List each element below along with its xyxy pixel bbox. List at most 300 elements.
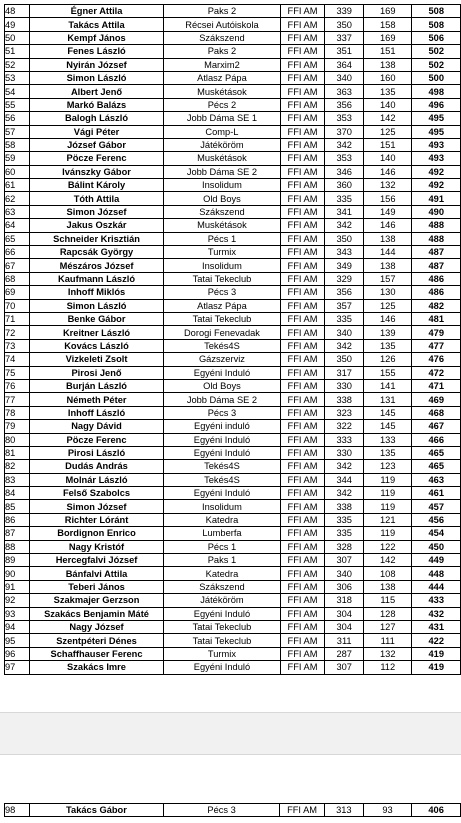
club-cell: Muskétások — [164, 152, 280, 165]
total-score-cell: 493 — [412, 152, 461, 165]
table-row — [5, 45, 461, 58]
score-1-cell: 363 — [325, 85, 364, 98]
rank-cell: 96 — [5, 647, 30, 660]
score-1-cell: 311 — [325, 634, 364, 647]
rank-cell: 75 — [5, 366, 30, 379]
score-1-cell: 346 — [325, 165, 364, 178]
rank-cell: 67 — [5, 259, 30, 272]
score-1-cell: 350 — [325, 353, 364, 366]
player-name-cell: Teberi János — [29, 580, 164, 593]
player-name-cell: Vági Péter — [29, 125, 164, 138]
total-score-cell: 469 — [412, 393, 461, 406]
club-cell: Egyéni Induló — [164, 446, 280, 459]
score-1-cell: 342 — [325, 339, 364, 352]
score-1-cell: 322 — [325, 420, 364, 433]
score-1-cell: 344 — [325, 473, 364, 486]
table-row — [5, 259, 461, 272]
category-cell: FFI AM — [280, 31, 325, 44]
score-1-cell: 341 — [325, 205, 364, 218]
player-name-cell: Takács Gábor — [29, 804, 163, 817]
player-name-cell: Fenes László — [29, 45, 164, 58]
score-2-cell: 127 — [364, 620, 412, 633]
club-cell: Pécs 3 — [164, 406, 280, 419]
club-cell: Lumberfa — [164, 527, 280, 540]
player-name-cell: Égner Attila — [29, 5, 164, 18]
score-2-cell: 132 — [364, 179, 412, 192]
score-1-cell: 340 — [325, 71, 364, 84]
score-2-cell: 135 — [364, 85, 412, 98]
player-name-cell: Simon László — [29, 299, 164, 312]
table-row — [5, 420, 461, 433]
score-2-cell: 169 — [364, 31, 412, 44]
total-score-cell: 431 — [412, 620, 461, 633]
player-name-cell: Albert Jenő — [29, 85, 164, 98]
score-2-cell: 139 — [364, 326, 412, 339]
club-cell: Tatai Tekeclub — [164, 634, 280, 647]
rank-cell: 91 — [5, 580, 30, 593]
score-1-cell: 287 — [325, 647, 364, 660]
score-1-cell: 342 — [325, 219, 364, 232]
score-2-cell: 115 — [364, 594, 412, 607]
rank-cell: 61 — [5, 179, 30, 192]
total-score-cell: 481 — [412, 312, 461, 325]
category-cell: FFI AM — [280, 473, 325, 486]
score-1-cell: 357 — [325, 299, 364, 312]
category-cell: FFI AM — [280, 112, 325, 125]
table-row — [5, 246, 461, 259]
category-cell: FFI AM — [280, 527, 325, 540]
results-table-continued — [4, 803, 461, 817]
total-score-cell: 487 — [412, 246, 461, 259]
score-1-cell: 323 — [325, 406, 364, 419]
club-cell: Insolidum — [164, 500, 280, 513]
club-cell: Szákszend — [164, 205, 280, 218]
table-row — [5, 286, 461, 299]
score-1-cell: 350 — [325, 232, 364, 245]
total-score-cell: 463 — [412, 473, 461, 486]
category-cell: FFI AM — [280, 446, 325, 459]
results-table-body — [5, 804, 461, 817]
total-score-cell: 492 — [412, 165, 461, 178]
total-score-cell: 488 — [412, 232, 461, 245]
total-score-cell: 444 — [412, 580, 461, 593]
club-cell: Muskétások — [164, 219, 280, 232]
club-cell: Paks 1 — [164, 554, 280, 567]
total-score-cell: 492 — [412, 179, 461, 192]
rank-cell: 82 — [5, 460, 30, 473]
score-2-cell: 157 — [364, 272, 412, 285]
score-1-cell: 364 — [325, 58, 364, 71]
category-cell: FFI AM — [280, 433, 325, 446]
score-1-cell: 360 — [325, 179, 364, 192]
rank-cell: 84 — [5, 487, 30, 500]
table-row — [5, 473, 461, 486]
total-score-cell: 491 — [412, 192, 461, 205]
score-2-cell: 93 — [363, 804, 412, 817]
club-cell: Pécs 3 — [164, 804, 280, 817]
table-row — [5, 71, 461, 84]
rank-cell: 55 — [5, 98, 30, 111]
club-cell: Tatai Tekeclub — [164, 312, 280, 325]
player-name-cell: Jakus Oszkár — [29, 219, 164, 232]
rank-cell: 60 — [5, 165, 30, 178]
results-table-body — [5, 5, 461, 675]
score-1-cell: 353 — [325, 152, 364, 165]
club-cell: Gázszerviz — [164, 353, 280, 366]
score-1-cell: 318 — [325, 594, 364, 607]
score-2-cell: 142 — [364, 112, 412, 125]
score-2-cell: 169 — [364, 5, 412, 18]
table-row — [5, 594, 461, 607]
club-cell: Egyéni Induló — [164, 661, 280, 674]
player-name-cell: Nagy Kristóf — [29, 540, 164, 553]
category-cell: FFI AM — [280, 246, 325, 259]
score-2-cell: 140 — [364, 152, 412, 165]
category-cell: FFI AM — [280, 192, 325, 205]
player-name-cell: Kaufmann László — [29, 272, 164, 285]
score-2-cell: 138 — [364, 58, 412, 71]
table-row — [5, 326, 461, 339]
club-cell: Tatai Tekeclub — [164, 272, 280, 285]
total-score-cell: 498 — [412, 85, 461, 98]
club-cell: Tatai Tekeclub — [164, 620, 280, 633]
total-score-cell: 479 — [412, 326, 461, 339]
total-score-cell: 465 — [412, 460, 461, 473]
rank-cell: 88 — [5, 540, 30, 553]
score-2-cell: 160 — [364, 71, 412, 84]
category-cell: FFI AM — [280, 661, 325, 674]
club-cell: Szákszend — [164, 580, 280, 593]
club-cell: Muskétások — [164, 85, 280, 98]
score-2-cell: 156 — [364, 192, 412, 205]
player-name-cell: Bánfalvi Attila — [29, 567, 164, 580]
total-score-cell: 422 — [412, 634, 461, 647]
category-cell: FFI AM — [280, 406, 325, 419]
rank-cell: 86 — [5, 513, 30, 526]
score-1-cell: 356 — [325, 98, 364, 111]
score-2-cell: 151 — [364, 138, 412, 151]
category-cell: FFI AM — [280, 259, 325, 272]
player-name-cell: Pöcze Ferenc — [29, 433, 164, 446]
category-cell: FFI AM — [280, 299, 325, 312]
category-cell: FFI AM — [280, 647, 325, 660]
rank-cell: 89 — [5, 554, 30, 567]
score-2-cell: 135 — [364, 339, 412, 352]
table-row — [5, 5, 461, 18]
rank-cell: 85 — [5, 500, 30, 513]
category-cell: FFI AM — [280, 634, 325, 647]
table-row — [5, 446, 461, 459]
table-row — [5, 353, 461, 366]
score-2-cell: 146 — [364, 219, 412, 232]
club-cell: Katedra — [164, 567, 280, 580]
category-cell: FFI AM — [280, 339, 325, 352]
rank-cell: 51 — [5, 45, 30, 58]
player-name-cell: Inhoff Miklós — [29, 286, 164, 299]
rank-cell: 54 — [5, 85, 30, 98]
rank-cell: 83 — [5, 473, 30, 486]
total-score-cell: 468 — [412, 406, 461, 419]
club-cell: Jobb Dáma SE 2 — [164, 393, 280, 406]
table-row — [5, 205, 461, 218]
score-2-cell: 146 — [364, 312, 412, 325]
total-score-cell: 482 — [412, 299, 461, 312]
total-score-cell: 465 — [412, 446, 461, 459]
club-cell: Insolidum — [164, 259, 280, 272]
player-name-cell: Vizkeleti Zsolt — [29, 353, 164, 366]
player-name-cell: Kovács László — [29, 339, 164, 352]
club-cell: Szákszend — [164, 31, 280, 44]
total-score-cell: 466 — [412, 433, 461, 446]
player-name-cell: Bálint Károly — [29, 179, 164, 192]
total-score-cell: 471 — [412, 379, 461, 392]
rank-cell: 72 — [5, 326, 30, 339]
score-2-cell: 119 — [364, 473, 412, 486]
score-2-cell: 145 — [364, 420, 412, 433]
score-1-cell: 307 — [325, 554, 364, 567]
rank-cell: 57 — [5, 125, 30, 138]
score-2-cell: 138 — [364, 232, 412, 245]
total-score-cell: 486 — [412, 286, 461, 299]
score-2-cell: 146 — [364, 165, 412, 178]
category-cell: FFI AM — [280, 152, 325, 165]
table-row — [5, 487, 461, 500]
club-cell: Egyéni Induló — [164, 487, 280, 500]
table-row — [5, 393, 461, 406]
club-cell: Old Boys — [164, 379, 280, 392]
table-row — [5, 219, 461, 232]
total-score-cell: 457 — [412, 500, 461, 513]
score-2-cell: 145 — [364, 406, 412, 419]
player-name-cell: Szakmajer Gerzson — [29, 594, 164, 607]
rank-cell: 63 — [5, 205, 30, 218]
score-1-cell: 370 — [325, 125, 364, 138]
category-cell: FFI AM — [280, 620, 325, 633]
score-1-cell: 304 — [325, 620, 364, 633]
category-cell: FFI AM — [280, 272, 325, 285]
score-1-cell: 333 — [325, 433, 364, 446]
player-name-cell: Takács Attila — [29, 18, 164, 31]
table-row — [5, 379, 461, 392]
total-score-cell: 433 — [412, 594, 461, 607]
rank-cell: 98 — [5, 804, 30, 817]
rank-cell: 79 — [5, 420, 30, 433]
club-cell: Katedra — [164, 513, 280, 526]
rank-cell: 64 — [5, 219, 30, 232]
rank-cell: 87 — [5, 527, 30, 540]
rank-cell: 52 — [5, 58, 30, 71]
table-row — [5, 567, 461, 580]
total-score-cell: 419 — [412, 661, 461, 674]
total-score-cell: 432 — [412, 607, 461, 620]
table-row — [5, 165, 461, 178]
club-cell: Turmix — [164, 246, 280, 259]
score-2-cell: 125 — [364, 125, 412, 138]
score-1-cell: 350 — [325, 18, 364, 31]
club-cell: Jobb Dáma SE 1 — [164, 112, 280, 125]
score-1-cell: 304 — [325, 607, 364, 620]
player-name-cell: Balogh László — [29, 112, 164, 125]
category-cell: FFI AM — [280, 513, 325, 526]
category-cell: FFI AM — [280, 607, 325, 620]
category-cell: FFI AM — [280, 5, 325, 18]
club-cell: Récsei Autóiskola — [164, 18, 280, 31]
player-name-cell: Simon József — [29, 500, 164, 513]
category-cell: FFI AM — [280, 393, 325, 406]
player-name-cell: Inhoff László — [29, 406, 164, 419]
category-cell: FFI AM — [280, 500, 325, 513]
player-name-cell: Mészáros József — [29, 259, 164, 272]
score-1-cell: 340 — [325, 326, 364, 339]
total-score-cell: 476 — [412, 353, 461, 366]
category-cell: FFI AM — [280, 487, 325, 500]
table-row — [5, 554, 461, 567]
total-score-cell: 495 — [412, 125, 461, 138]
rank-cell: 68 — [5, 272, 30, 285]
total-score-cell: 467 — [412, 420, 461, 433]
club-cell: Egyéni induló — [164, 420, 280, 433]
score-2-cell: 141 — [364, 379, 412, 392]
table-row — [5, 527, 461, 540]
category-cell: FFI AM — [280, 326, 325, 339]
player-name-cell: Németh Péter — [29, 393, 164, 406]
score-1-cell: 307 — [325, 661, 364, 674]
score-2-cell: 125 — [364, 299, 412, 312]
category-cell: FFI AM — [280, 379, 325, 392]
club-cell: Egyéni Induló — [164, 433, 280, 446]
score-1-cell: 351 — [325, 45, 364, 58]
score-1-cell: 342 — [325, 138, 364, 151]
score-2-cell: 142 — [364, 554, 412, 567]
rank-cell: 49 — [5, 18, 30, 31]
player-name-cell: Tóth Attila — [29, 192, 164, 205]
total-score-cell: 506 — [412, 31, 461, 44]
table-row — [5, 513, 461, 526]
club-cell: Comp-L — [164, 125, 280, 138]
score-1-cell: 306 — [325, 580, 364, 593]
player-name-cell: Dudás András — [29, 460, 164, 473]
table-row — [5, 580, 461, 593]
table-row — [5, 460, 461, 473]
score-1-cell: 343 — [325, 246, 364, 259]
score-1-cell: 330 — [325, 379, 364, 392]
table-row — [5, 18, 461, 31]
score-1-cell: 337 — [325, 31, 364, 44]
rank-cell: 77 — [5, 393, 30, 406]
total-score-cell: 493 — [412, 138, 461, 151]
category-cell: FFI AM — [280, 18, 325, 31]
score-1-cell: 329 — [325, 272, 364, 285]
table-row — [5, 138, 461, 151]
total-score-cell: 456 — [412, 513, 461, 526]
player-name-cell: Kreitner László — [29, 326, 164, 339]
rank-cell: 81 — [5, 446, 30, 459]
player-name-cell: Ivánszky Gábor — [29, 165, 164, 178]
category-cell: FFI AM — [280, 205, 325, 218]
table-row — [5, 540, 461, 553]
rank-cell: 92 — [5, 594, 30, 607]
player-name-cell: Nagy Dávid — [29, 420, 164, 433]
score-2-cell: 133 — [364, 433, 412, 446]
category-cell: FFI AM — [280, 219, 325, 232]
rank-cell: 78 — [5, 406, 30, 419]
total-score-cell: 502 — [412, 45, 461, 58]
total-score-cell: 495 — [412, 112, 461, 125]
score-2-cell: 155 — [364, 366, 412, 379]
club-cell: Egyéni Induló — [164, 366, 280, 379]
table-row — [5, 500, 461, 513]
category-cell: FFI AM — [280, 312, 325, 325]
player-name-cell: József Gábor — [29, 138, 164, 151]
player-name-cell: Bordignon Enrico — [29, 527, 164, 540]
category-cell: FFI AM — [280, 594, 325, 607]
total-score-cell: 472 — [412, 366, 461, 379]
total-score-cell: 419 — [412, 647, 461, 660]
club-cell: Pécs 1 — [164, 232, 280, 245]
player-name-cell: Szakács Imre — [29, 661, 164, 674]
table-row — [5, 58, 461, 71]
player-name-cell: Simon László — [29, 71, 164, 84]
table-row — [5, 607, 461, 620]
total-score-cell: 449 — [412, 554, 461, 567]
total-score-cell: 488 — [412, 219, 461, 232]
score-1-cell: 342 — [325, 487, 364, 500]
score-1-cell: 335 — [325, 312, 364, 325]
score-2-cell: 119 — [364, 500, 412, 513]
score-2-cell: 108 — [364, 567, 412, 580]
club-cell: Paks 2 — [164, 5, 280, 18]
rank-cell: 59 — [5, 152, 30, 165]
category-cell: FFI AM — [280, 138, 325, 151]
club-cell: Pécs 3 — [164, 286, 280, 299]
category-cell: FFI AM — [280, 554, 325, 567]
score-1-cell: 349 — [325, 259, 364, 272]
club-cell: Egyéni Induló — [164, 607, 280, 620]
score-2-cell: 158 — [364, 18, 412, 31]
player-name-cell: Szakács Benjamin Máté — [29, 607, 164, 620]
score-2-cell: 144 — [364, 246, 412, 259]
score-2-cell: 138 — [364, 259, 412, 272]
category-cell: FFI AM — [280, 460, 325, 473]
table-row — [5, 647, 461, 660]
table-row — [5, 406, 461, 419]
player-name-cell: Simon József — [29, 205, 164, 218]
club-cell: Turmix — [164, 647, 280, 660]
results-table — [4, 4, 461, 675]
rank-cell: 71 — [5, 312, 30, 325]
rank-cell: 69 — [5, 286, 30, 299]
table-row — [5, 232, 461, 245]
score-2-cell: 126 — [364, 353, 412, 366]
score-2-cell: 122 — [364, 540, 412, 553]
rank-cell: 73 — [5, 339, 30, 352]
player-name-cell: Pirosi László — [29, 446, 164, 459]
category-cell: FFI AM — [280, 366, 325, 379]
rank-cell: 80 — [5, 433, 30, 446]
club-cell: Marxim2 — [164, 58, 280, 71]
total-score-cell: 454 — [412, 527, 461, 540]
table-row — [5, 152, 461, 165]
rank-cell: 58 — [5, 138, 30, 151]
table-row — [5, 179, 461, 192]
rank-cell: 94 — [5, 620, 30, 633]
total-score-cell: 496 — [412, 98, 461, 111]
player-name-cell: Markó Balázs — [29, 98, 164, 111]
category-cell: FFI AM — [280, 540, 325, 553]
score-1-cell: 339 — [325, 5, 364, 18]
rank-cell: 66 — [5, 246, 30, 259]
table-row — [5, 31, 461, 44]
